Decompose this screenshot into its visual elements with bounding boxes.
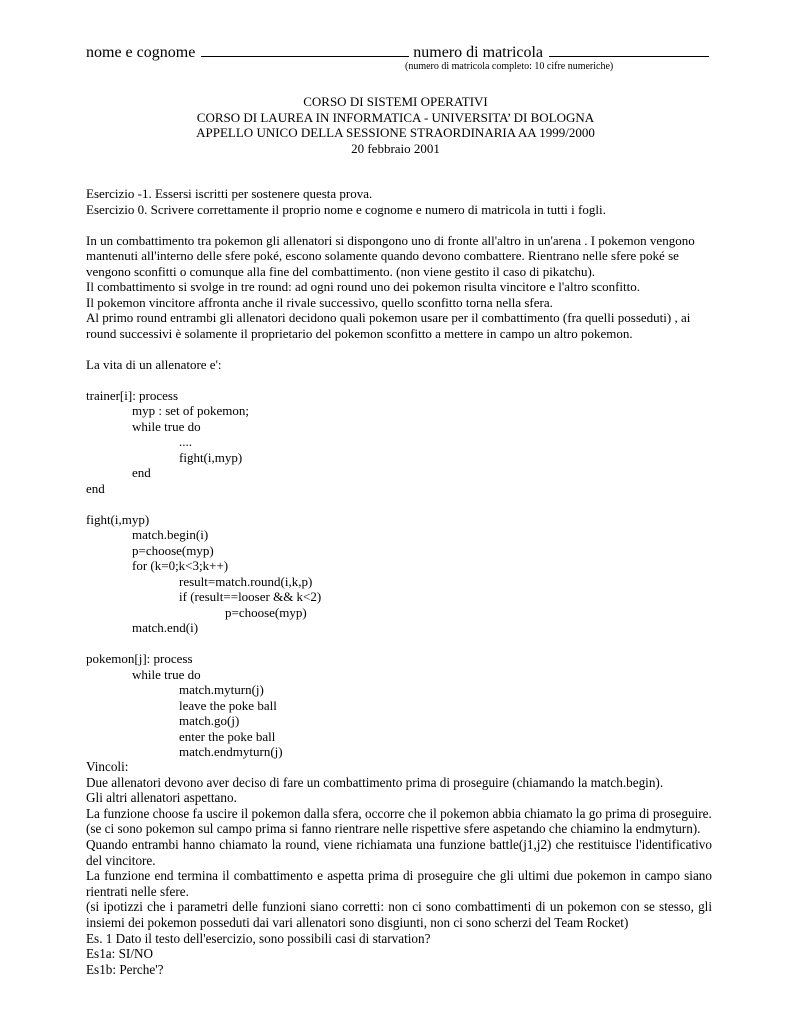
code-line: trainer[i]: process [86, 387, 179, 403]
matricola-blank-field[interactable] [549, 42, 709, 57]
exercise-minus-1: Esercizio -1. Essersi iscritti per sostenere questa prova. [86, 186, 373, 201]
constraint-4: (se ci sono pokemon sul campo prima si fanno rientrare nelle rispettive sfere aspetando che chiamino la endmyturn). [86, 821, 701, 837]
question-1: Es. 1 Dato il testo dell'esercizio, sono possibili casi di starvation? [86, 930, 431, 946]
trainer-code-block [86, 388, 712, 497]
name-label: nome e cognome [86, 44, 196, 61]
code-line: match.go(j) [179, 713, 240, 728]
pokemon-code-block [86, 651, 712, 760]
intro-paragraph-1: In un combattimento tra pokemon gli allenatori si dispongono uno di fronte all'altro in un'arena . I pokemon vengono mantenuti all'interno delle sfere poké, escono solamente quando devono combattere. Rientrano nelle sfere poké se vengono sconfitti o comunque alla fine del combattimento. (non viene gestito il caso di pikatchu). [86, 232, 695, 279]
code-line: leave the poke ball [179, 697, 277, 713]
code-line: while true do [132, 418, 201, 434]
code-line: pokemon[j]: process [86, 651, 193, 666]
name-blank-field[interactable] [201, 42, 409, 57]
matricola-label: numero di matricola [413, 44, 544, 61]
code-line: match.endmyturn(j) [179, 744, 283, 759]
constraints-heading: Vincoli: [86, 759, 129, 774]
question-1a: Es1a: SI/NO [86, 946, 154, 962]
code-line: if (result==looser && k<2) [179, 589, 322, 604]
intro-paragraph-3: Il pokemon vincitore affronta anche il rivale successivo, quello sconfitto torna nella sfera. [86, 294, 553, 310]
constraint-2: Gli altri allenatori aspettano. [86, 790, 237, 806]
code-line: match.end(i) [132, 620, 199, 635]
exam-date: 20 febbraio 2001 [351, 140, 440, 156]
question-1b: Es1b: Perche'? [86, 961, 164, 977]
intro-paragraph-4: Al primo round entrambi gli allenatori decidono quali pokemon usare per il combattimento (fra quelli posseduti) , ai round successivi è solamente il proprietario del pokemon sconfitto a mettere in campo un altro pokemon. [86, 310, 691, 341]
constraint-6: La funzione end termina il combattimento e aspetta prima di proseguire che gli ultimi due pokemon in campo siano rientrati nelle sfere. [86, 868, 712, 899]
exercise-0: Esercizio 0. Scrivere correttamente il proprio nome e cognome e numero di matricola in tutti i fogli. [86, 201, 606, 217]
degree-title: CORSO DI LAUREA IN INFORMATICA - UNIVERSITA’ DI BOLOGNA [196, 109, 595, 125]
trainer-life-label: La vita di un allenatore e': [86, 356, 222, 372]
intro-paragraph-2: Il combattimento si svolge in tre round: ad ogni round uno dei pokemon risulta vincitore e l'altro sconfitto. [86, 279, 641, 294]
constraint-1: Due allenatori devono aver deciso di fare un combattimento prima di proseguire (chiamando la match.begin). [86, 774, 664, 790]
code-line: enter the poke ball [179, 728, 276, 744]
code-line: end [86, 480, 105, 496]
code-line: match.myturn(j) [179, 682, 264, 697]
course-title: CORSO DI SISTEMI OPERATIVI [303, 94, 488, 109]
code-line: p=choose(myp) [225, 604, 307, 620]
code-line: while true do [132, 666, 201, 682]
code-line: for (k=0;k<3;k++) [132, 558, 229, 573]
constraint-3: La funzione choose fa uscire il pokemon dalla sfera, occorre che il pokemon abbia chiamato la go prima di proseguire. [86, 805, 712, 821]
constraints-section [86, 759, 712, 977]
code-line: p=choose(myp) [132, 542, 214, 558]
code-line: .... [179, 434, 192, 449]
constraint-7: (si ipotizzi che i parametri delle funzioni siano corretti: non ci sono combattimenti di un pokemon con se stesso, gli insiemi dei pokemon posseduti dai vari allenatori sono disgiunti, non ci sono scherzi del Team Rocket) [86, 899, 712, 930]
fight-code-block [86, 512, 712, 636]
exercise-body [86, 186, 712, 760]
code-line: end [132, 465, 151, 480]
constraint-5: Quando entrambi hanno chiamato la round, viene richiamata una funzione battle(j1,j2) che restituisce l'identificativo del vincitore. [86, 836, 712, 868]
code-line: result=match.round(i,k,p) [179, 573, 313, 589]
code-line: fight(i,myp) [86, 511, 150, 527]
matricola-note: (numero di matricola completo: 10 cifre numeriche) [405, 61, 614, 72]
code-line: fight(i,myp) [179, 449, 243, 465]
session-title: APPELLO UNICO DELLA SESSIONE STRAORDINARIA AA 1999/2000 [196, 125, 595, 140]
code-line: myp : set of pokemon; [132, 403, 249, 418]
title-block [0, 94, 791, 156]
code-line: match.begin(i) [132, 527, 209, 542]
student-header [86, 42, 706, 62]
